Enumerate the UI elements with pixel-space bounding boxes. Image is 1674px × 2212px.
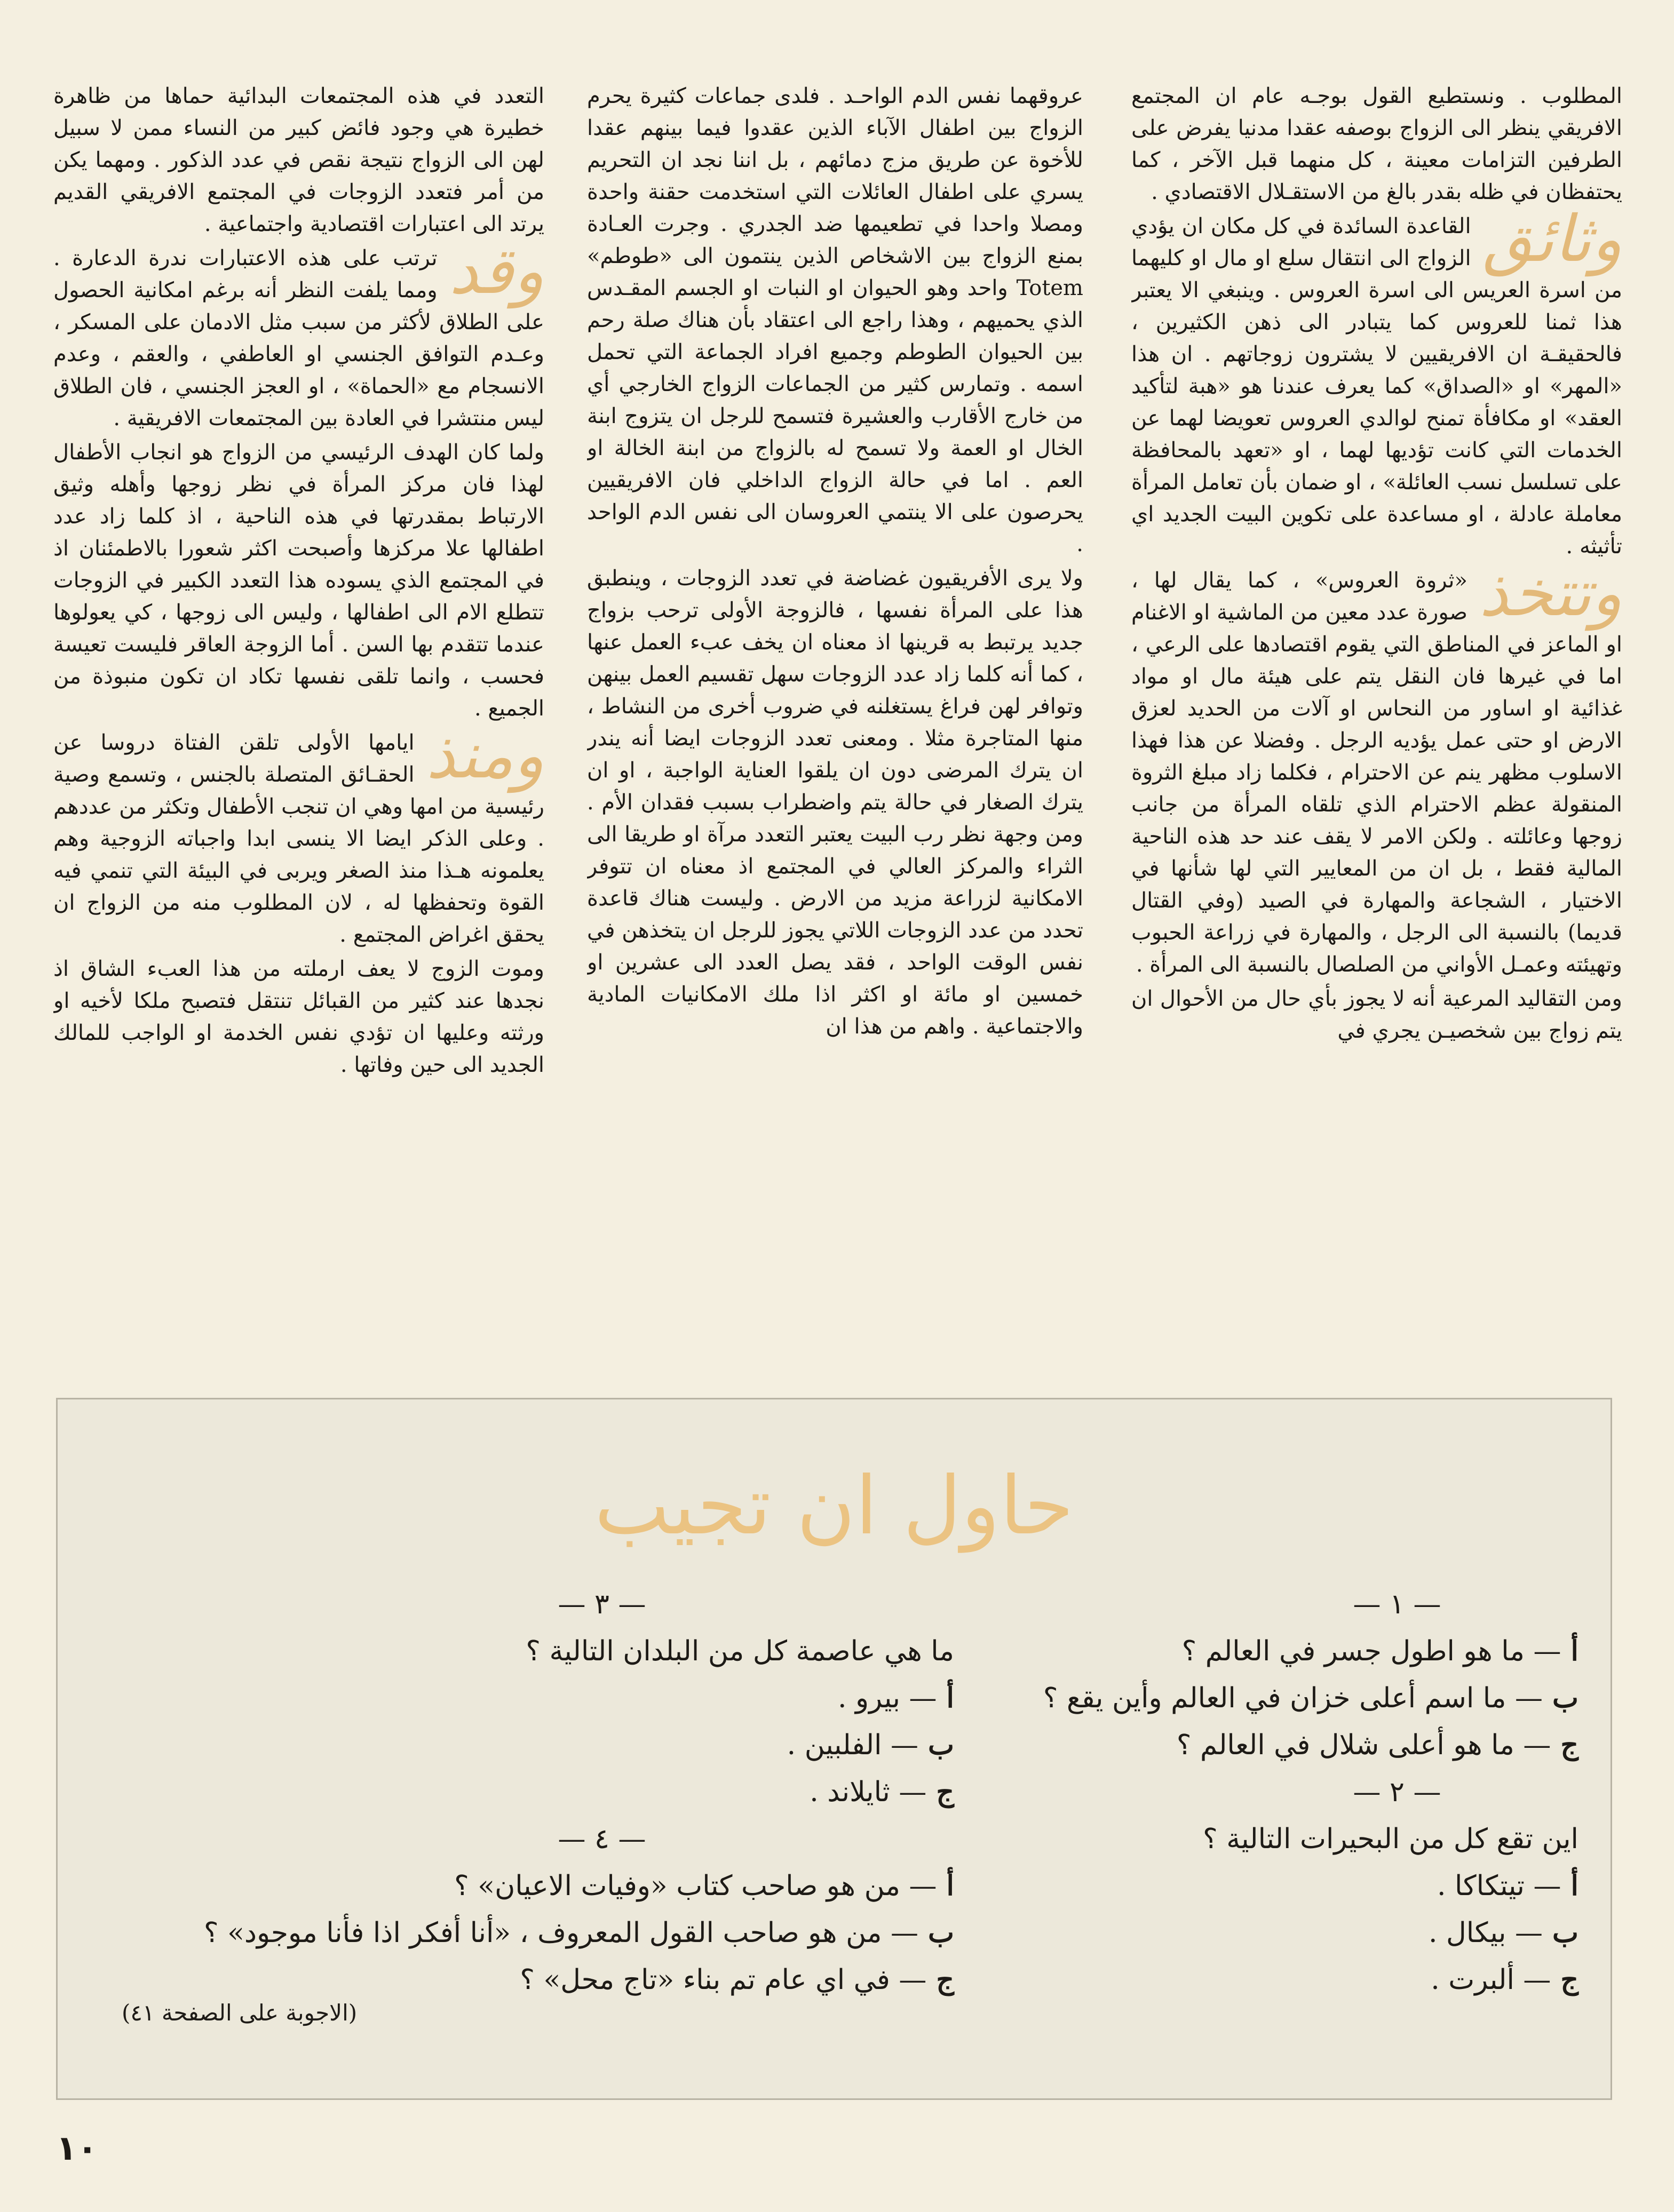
paragraph: التعدد في هذه المجتمعات البدائية حماها من ظاهرة خطيرة هي وجود فائض كبير من النساء ممن لا سبيل لهن الى الزواج نتيجة نقص في عدد الذكور . ومهما يكن من أمر فتعدد الزوجات في المجتمع الافريقي القديم يرتد الى اعتبارات اقتصادية واجتماعية . (53, 84, 544, 236)
paragraph (53, 234, 544, 434)
question-item (127, 1722, 954, 1769)
item-letter: أ (946, 1682, 954, 1714)
question-number: — ٣ — (558, 1588, 646, 1620)
quiz-column-right (965, 1581, 1578, 2003)
answers-note: (الاجوبة على الصفحة ٤١) (122, 2000, 358, 2026)
question-item (965, 1675, 1578, 1722)
paragraph: وموت الزوج لا يعف ارملته من هذا العبء الشاق اذ نجدها عند كثير من القبائل تنتقل فتصبح ملكا لأخيه او ورثته وعليها ان تؤدي نفس الخدمة او الواجب للمالك الجديد الى حين وفاتها . (53, 957, 544, 1077)
quiz-title: حاول ان تجيب (594, 1460, 1074, 1553)
item-text: — ألبرت . (1431, 1964, 1551, 1996)
item-letter: ب (1552, 1916, 1578, 1949)
decorative-initial: وثائق (1482, 202, 1622, 276)
article-column-middle (587, 80, 1083, 1344)
item-text: — بيرو . (837, 1682, 937, 1714)
paragraph-text: ايامها الأولى تلقن الفتاة دروسا عن الحقـائق المتصلة بالجنس ، وتسمع وصية رئيسية من امها وهي ان تنجب الأطفال وتكثر من عددهم . وعلى الذكر ايضا الا ينسى ابدا واجباته الزوجية وهم يعلمونه هـذا منذ الصغر ويربى في البيئة التي تنمي فيه القوة وتحفظها له ، لان المطلوب منه من الزواج ان يحقق اغراض المجتمع . (53, 730, 544, 947)
question-item (965, 1628, 1578, 1675)
question-item (127, 1769, 954, 1816)
question-item (965, 1956, 1578, 2003)
item-letter: ج (936, 1963, 954, 1996)
item-letter: أ (1570, 1869, 1578, 1902)
paragraph: ولا يرى الأفريقيون غضاضة في تعدد الزوجات ، وينطبق هذا على المرأة نفسها ، فالزوجة الأولى ترحب بزواج جديد يرتبط به قرينها اذ معناه ان يخف عبء العمل عنها ، كما أنه كلما زاد عدد الزوجات سهل تقسيم العمل بينهن وتوافر لهن فراغ يستغلنه في ضروب أخرى من النشاط ، منها المتاجرة مثلا . ومعنى تعدد الزوجات ايضا أنه يندر ان يترك المرضى دون ان يلقوا العناية الواجبة ، او ان يترك الصغار في حالة يتم واضطراب بسبب فقدان الأم . ومن وجهة نظر رب البيت يعتبر التعدد مرآة او طريقا الى الثراء والمركز العالي في المجتمع اذ معناه ان تتوفر الامكانية لزراعة مزيد من الارض . وليست هناك قاعدة تحدد من عدد الزوجات اللاتي يجوز للرجل ان يتخذهن في نفس الوقت الواحد ، فقد يصل العدد الى عشرين او خمسين او مائة او اكثر اذا ملك الامكانيات المادية والاجتماعية . واهم من هذا ان (587, 566, 1083, 1039)
item-text: — ما هو أعلى شلال في العالم ؟ (1176, 1729, 1551, 1761)
item-text: — تيتكاكا . (1437, 1870, 1561, 1902)
item-text: — ما اسم أعلى خزان في العالم وأين يقع ؟ (1043, 1682, 1543, 1714)
question-intro: ما هي عاصمة كل من البلدان التالية ؟ (526, 1635, 954, 1667)
quiz-column-left (127, 1581, 954, 2003)
question-number: — ١ — (1353, 1588, 1441, 1620)
item-letter: ج (1560, 1963, 1578, 1996)
paragraph-text: «ثروة العروس» ، كما يقال لها ، صورة عدد معين من الماشية او الاغنام او الماعز في المناطق التي يقوم اقتصادها على الرعي ، اما في غيرها فان النقل يتم على هيئة مال او مواد غذائية او اساور من النحاس او آلات من الحديد لعزق الارض او حتى عمل يؤديه الرجل . وفضلا عن هذا فهذا الاسلوب مظهر ينم عن الاحترام ، فكلما زاد مبلغ الثروة المنقولة عظم الاحترام الذي تلقاه المرأة من جانب زوجها وعائلته . ولكن الامر لا يقف عند حد هذه الناحية المالية فقط ، بل ان من المعايير التي لها شأنها في الاختيار ، الشجاعة والمهارة في الصيد (وفي القتال قديما) بالنسبة الى الرجل ، والمهارة في زراعة الحبوب وتهيئته وعمـل الأواني من الصلصال بالنسبة الى المرأة . (1131, 568, 1622, 977)
question-item (127, 1909, 954, 1956)
decorative-initial: وتتخذ (1479, 556, 1622, 631)
item-text: — من هو صاحب كتاب «وفيات الاعيان» ؟ (454, 1870, 937, 1902)
page-number: ١٠ (56, 2129, 98, 2168)
item-letter: أ (946, 1869, 954, 1902)
item-letter: ب (928, 1729, 954, 1761)
question-item (965, 1909, 1578, 1956)
question-item (127, 1863, 954, 1909)
question-item (965, 1863, 1578, 1909)
question-item (965, 1722, 1578, 1769)
question-number: — ٤ — (558, 1823, 646, 1855)
item-letter: ج (1560, 1729, 1578, 1761)
question-item (127, 1956, 954, 2003)
paragraph: ومن التقاليد المرعية أنه لا يجوز بأي حال من الأحوال ان يتم زواج بين شخصيـن يجري في (1131, 986, 1622, 1043)
question-item (127, 1675, 954, 1722)
paragraph-text: القاعدة السائدة في كل مكان ان يؤدي الزواج الى انتقال سلع او مال او كليهما من اسرة العريس الى اسرة العروس . وينبغي الا يعتبر هذا ثمنا للعروس كما يتبادر الى ذهن الكثيرين ، فالحقيقـة ان الافريقيين لا يشترون زوجاتهم . ان هذا «المهر» او «الصداق» كما يعرف عندنا هو «هبة لتأكيد العقد» او مكافأة تمنح لوالدي العروس تعويضا لهما عن الخدمات التي كانت تؤديها لهما ، او «تعهد بالمحافظة على تسلسل نسب العائلة» ، او ضمان بأن تعامل المرأة معاملة عادلة ، او مساعدة على تكوين البيت الجديد اي تأثيثه . (1131, 214, 1622, 559)
item-text: — الفلبين . (787, 1729, 919, 1761)
item-letter: ب (1552, 1682, 1578, 1714)
question-number: — ٢ — (1353, 1776, 1441, 1808)
paragraph: ولما كان الهدف الرئيسي من الزواج هو انجاب الأطفال لهذا فان مركز المرأة في نظر زوجها وأهله وثيق الارتباط بمقدرتها في هذه الناحية ، اذ كلما زاد عدد اطفالها علا مركزها وأصبحت اكثر شعورا بالاطمئنان اذ في المجتمع الذي يسوده هذا التعدد الكبير في الزوجات تتطلع الام الى اطفالها ، وليس الى زوجها ، كي يعولوها عندما تتقدم بها السن . أما الزوجة العاقر فليست تعيسة فحسب ، وانما تلقى نفسها تكاد ان تكون منبوذة من الجميع . (53, 440, 544, 721)
article-column-right (1131, 80, 1622, 1344)
decorative-initial: ومنذ (426, 719, 544, 793)
item-letter: أ (1570, 1635, 1578, 1667)
item-text: — في اي عام تم بناء «تاج محل» ؟ (520, 1964, 927, 1996)
quiz-box (56, 1398, 1612, 2100)
decorative-initial: وقد (449, 234, 544, 308)
item-text: — بيكال . (1428, 1917, 1543, 1949)
item-text: — ما هو اطول جسر في العالم ؟ (1181, 1635, 1561, 1667)
item-letter: ب (928, 1916, 954, 1949)
item-text: — ثايلاند . (810, 1776, 927, 1808)
paragraph-text: ترتب على هذه الاعتبارات ندرة الدعارة . ومما يلفت النظر أنه برغم امكانية الحصول على الطلاق لأكثر من سبب مثل الادمان على المسكر ، وعـدم التوافق الجنسي او العاطفي ، والعقم ، وعدم الانسجام مع «الحماة» ، او العجز الجنسي ، فان الطلاق ليس منتشرا في العادة بين المجتمعات الافريقية . (53, 246, 544, 431)
paragraph (1131, 556, 1622, 981)
article-column-left (53, 80, 544, 1344)
item-text: — من هو صاحب القول المعروف ، «أنا أفكر اذا فأنا موجود» ؟ (203, 1917, 919, 1949)
question-intro: اين تقع كل من البحيرات التالية ؟ (1203, 1823, 1578, 1855)
paragraph (53, 719, 544, 951)
paragraph (1131, 202, 1622, 562)
item-letter: ج (936, 1776, 954, 1808)
paragraph: عروقهما نفس الدم الواحـد . فلدى جماعات كثيرة يحرم الزواج بين اطفال الآباء الذين عقدوا فيما بينهم عقدا للأخوة عن طريق مزج دمائهم ، بل اننا نجد ان التحريم يسري على اطفال العائلات التي استخدمت حقنة واحدة ومصلا واحدا في تطعيمها ضد الجدري . وجرت العـادة بمنع الزواج بين الاشخاص الذين ينتمون الى «طوطم» Totem واحد وهو الحيوان او النبات او الجسم المقـدس الذي يحميهم ، وهذا راجع الى اعتقاد بأن هناك صلة رحم بين الحيوان الطوطم وجميع افراد الجماعة التي تحمل اسمه . وتمارس كثير من الجماعات الزواج الخارجي أي من خارج الأقارب والعشيرة فتسمح للرجل ان يتزوج ابنة الخال او العمة ولا تسمح له بالزواج من ابنة الخالة او العم . اما في حالة الزواج الداخلي فان الافريقيين يحرصون على الا ينتمي العروسان الى نفس الدم الواحد . (587, 84, 1083, 556)
paragraph: المطلوب . ونستطيع القول بوجـه عام ان المجتمع الافريقي ينظر الى الزواج بوصفه عقدا مدنيا يفرض على الطرفين التزامات معينة ، كل منهما قبل الآخر ، كما يحتفظان في ظله بقدر بالغ من الاستقـلال الاقتصادي . (1131, 84, 1622, 204)
